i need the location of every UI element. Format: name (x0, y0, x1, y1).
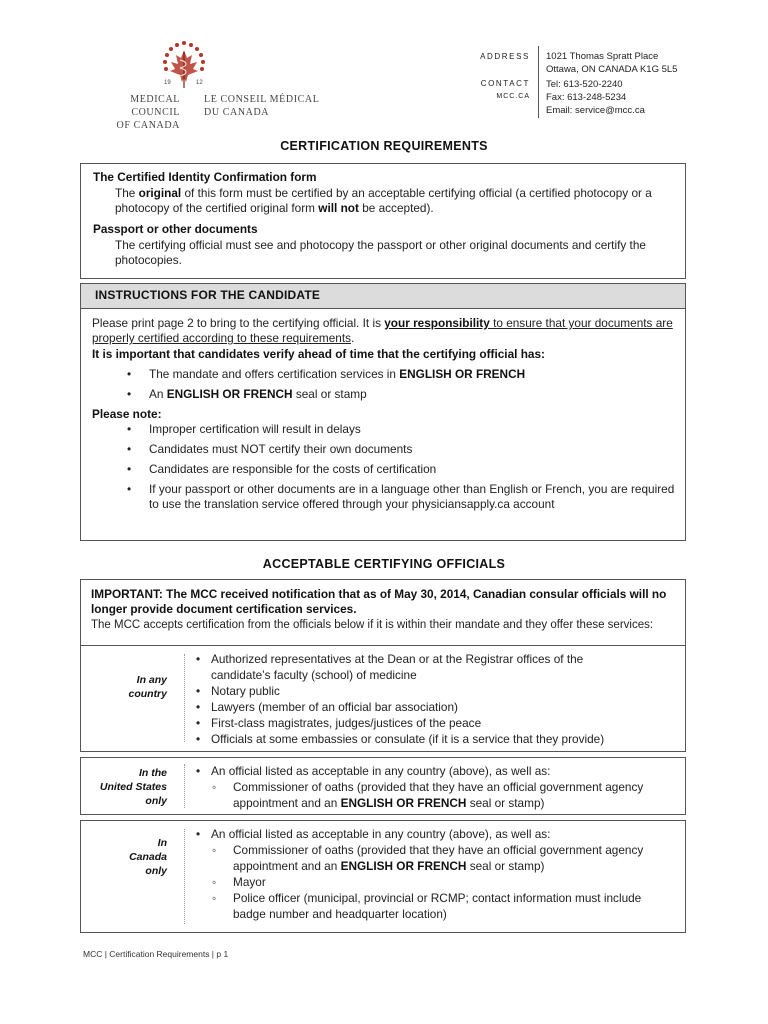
verify-item1-b: ENGLISH OR FRENCH (399, 367, 526, 381)
page-footer: MCC | Certification Requirements | p 1 (83, 949, 229, 959)
us-label (81, 766, 167, 808)
any-country-label (81, 673, 167, 701)
row-united-states (80, 757, 686, 815)
cert-requirements-box (80, 163, 686, 279)
verify-list (81, 367, 685, 402)
org-en-line2: OF CANADA (116, 120, 180, 131)
intro-responsibility: your responsibility (384, 316, 490, 330)
form-text-will-not: will not (318, 201, 359, 215)
contact-sublabel: MCC.CA (496, 93, 530, 100)
canada-sub-item (196, 842, 671, 874)
us-label-3: only (145, 795, 167, 807)
verify-item2-c: seal or stamp (292, 387, 367, 401)
tel: Tel: 613-520-2240 (546, 79, 623, 90)
address-line1: 1021 Thomas Spratt Place (546, 51, 659, 62)
form-heading: The Certified Identity Confirmation form (93, 170, 317, 184)
any-country-label-1: In any (136, 674, 167, 686)
org-fr-line1: LE CONSEIL MÉDICAL (204, 94, 320, 105)
note-item: • If your passport or other documents are in a language other than English or French, you are required to use the translation service offered through your physiciansapply.ca account (81, 482, 685, 512)
verify-item1-a: The mandate and offers certification services in (149, 367, 400, 381)
verify-item2-a: An (149, 387, 167, 401)
intro-text-3: . (351, 331, 355, 345)
note-item: • Candidates are responsible for the costs of certification (81, 462, 685, 477)
us-list (196, 763, 671, 811)
note-item: • Improper certification will result in delays (81, 422, 685, 437)
instructions-header: INSTRUCTIONS FOR THE CANDIDATE (81, 284, 685, 309)
org-en-line1: MEDICAL COUNCIL (130, 94, 180, 118)
address-divider (538, 46, 539, 118)
canada-sub-item: ◦ Mayor (196, 874, 671, 890)
us-sub-item (196, 779, 671, 811)
note-item: • Candidates must NOT certify their own documents (81, 442, 685, 457)
canada-label-1: In (157, 837, 167, 849)
logo-year-right: 12 (196, 80, 203, 86)
org-name-french (204, 93, 324, 119)
any-country-label-2: country (128, 688, 167, 700)
fax: Fax: 613-248-5234 (546, 92, 627, 103)
row-any-country (80, 645, 686, 752)
accepts-text: The MCC accepts certification from the officials below if it is within their mandate and they offer these services: (91, 619, 654, 631)
address-label: ADDRESS (480, 52, 530, 61)
row-canada (80, 820, 686, 933)
verify-item2-b: ENGLISH OR FRENCH (166, 387, 293, 401)
canada-sub-item: ◦ Police officer (municipal, provincial or RCMP; contact information must include badge number and headquarter location) (196, 890, 671, 922)
any-country-item: • Authorized representatives at the Dean or at the Registrar offices of the candidate’s faculty (school) of medicine (196, 651, 616, 683)
address-labels (470, 50, 530, 103)
any-country-item: • Notary public (196, 683, 616, 699)
contact-label: CONTACT (480, 79, 530, 88)
address-line2: Ottawa, ON CANADA K1G 5L5 (546, 64, 678, 75)
row-divider (184, 764, 185, 808)
notes-list (81, 422, 685, 512)
ca-sub1-a: Commissioner of oaths (provided that they have an official government agency appointment and an (233, 843, 644, 873)
form-text-1: The (115, 186, 139, 200)
officials-title: ACCEPTABLE CERTIFYING OFFICIALS (262, 557, 506, 571)
instructions-intro (92, 316, 674, 346)
form-text-3: be accepted). (358, 201, 434, 215)
org-name-english (85, 93, 180, 132)
form-text-2: of this form must be certified by an acceptable certifying official (a certified photocopy or a photocopy of the certified original form (115, 186, 652, 215)
us-sub-a: Commissioner of oaths (provided that they have an official government agency appointment and an (233, 780, 644, 810)
important-notice: IMPORTANT: The MCC received notification that as of May 30, 2014, Canadian consular officials will no longer provide document certification services. (91, 587, 667, 616)
us-item: • An official listed as acceptable in any country (above), as well as: (196, 763, 671, 779)
row-divider (184, 829, 185, 924)
any-country-item: • Lawyers (member of an official bar association) (196, 699, 616, 715)
verify-item-2 (81, 387, 685, 402)
instructions-box (80, 283, 686, 541)
email[interactable]: Email: service@mcc.ca (546, 105, 645, 116)
canada-label (81, 836, 167, 878)
verify-item-1 (81, 367, 685, 382)
org-fr-line2: DU CANADA (204, 107, 270, 118)
officials-important-box (80, 579, 686, 646)
us-sub-b: ENGLISH OR FRENCH (340, 796, 467, 810)
intro-text-1: Please print page 2 to bring to the certifying official. It is (92, 316, 385, 330)
row-divider (184, 654, 185, 742)
any-country-list (196, 651, 616, 747)
cert-requirements-title: CERTIFICATION REQUIREMENTS (280, 139, 488, 153)
note-heading: Please note: (92, 407, 162, 421)
form-text (93, 186, 673, 216)
logo-year-left: 19 (164, 80, 171, 86)
passport-heading: Passport or other documents (93, 222, 258, 236)
us-label-1: In the (139, 767, 167, 779)
address-values (546, 50, 677, 117)
ca-sub1-b: ENGLISH OR FRENCH (340, 859, 467, 873)
canada-item: • An official listed as acceptable in any country (above), as well as: (196, 826, 671, 842)
passport-text: The certifying official must see and photocopy the passport or other original documents and certify the photocopies. (115, 238, 646, 267)
canada-label-2: Canada (129, 851, 167, 863)
us-label-2: United States (99, 781, 167, 793)
us-sub-c: seal or stamp) (466, 796, 545, 810)
canada-label-3: only (145, 865, 167, 877)
canada-list (196, 826, 671, 922)
verify-heading: It is important that candidates verify ahead of time that the certifying official has: (92, 347, 545, 361)
form-text-original: original (138, 186, 182, 200)
any-country-item: • Officials at some embassies or consulate (if it is a service that they provide) (196, 731, 616, 747)
ca-sub1-c: seal or stamp) (466, 859, 545, 873)
intro-text-2: to ensure that your documents are properly certified according to these requirements (92, 316, 673, 345)
any-country-item: • First-class magistrates, judges/justices of the peace (196, 715, 616, 731)
